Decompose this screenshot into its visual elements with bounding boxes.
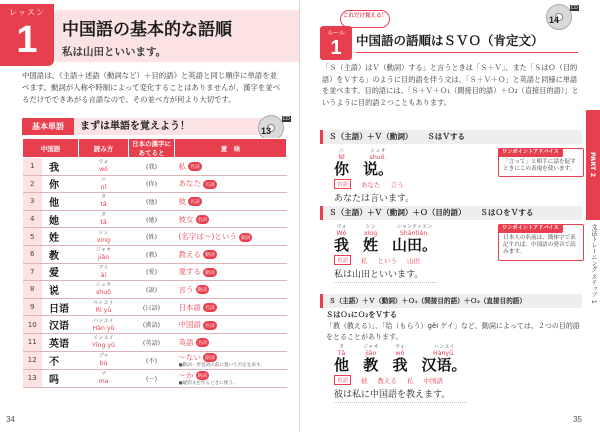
row-pos: 名詞: [188, 162, 202, 171]
literal-tag: 直訳: [334, 255, 351, 265]
row-pos: 名詞: [188, 197, 202, 206]
table-row: [23, 158, 287, 176]
table-row: [23, 281, 287, 299]
rule-intro: 「Ｓ（主語）はＶ（動詞）する」と言うときは「Ｓ＋Ｖ」、また「ＳはＯ（目的語）をＶする」のように目的語を伴う文は、「Ｓ＋Ｖ＋Ｏ」と英語と同様に単語を並べます。目的語には、「Ｓ＋Ｖ＋Ｏ₁（間接目的語）＋Ｏ₂（直接目的語）」というように目的語２つこともあります。: [322, 63, 579, 107]
row-pinyin: ma: [98, 378, 109, 386]
example-1-sentence: [334, 148, 414, 178]
row-jp-kanji: (姓): [129, 228, 175, 246]
row-kana: ルィユイ: [93, 300, 114, 307]
lesson-intro: 中国語は、《主語＋述語（動詞など）＋目的語》と英語と同じ順序に単語を並べます。動詞が人称や時制によって変化することはありませんが、漢字を並べるだけでできあがる言語なので、その並べ方が何より大切です。: [22, 71, 281, 104]
row-reading: [79, 210, 129, 228]
word-kana: ウォ: [336, 224, 347, 230]
table-row: [23, 245, 287, 263]
word-hanzi: 我: [392, 356, 408, 374]
word-hanzi: 姓: [363, 236, 379, 254]
pattern-2-bar: [320, 206, 582, 220]
row-jp-kanji: (英語): [129, 333, 175, 351]
lesson-title-band: [54, 10, 300, 62]
word-pinyin: Shāntián.: [399, 230, 430, 237]
row-number: 9: [23, 298, 43, 316]
row-hanzi: 她: [43, 210, 79, 228]
pattern-2-formula: Ｓ（主語）＋Ｖ（動詞）＋Ｏ（目的語）: [329, 208, 466, 217]
rule-number: 1: [330, 37, 342, 59]
row-hanzi: 我: [43, 158, 79, 176]
row-pos: 動詞: [239, 233, 253, 242]
table-row: [23, 298, 287, 316]
row-kana: シン: [98, 229, 109, 236]
row-pinyin: Yīng yǔ: [92, 342, 115, 350]
row-hanzi: 爱: [43, 263, 79, 281]
example-3-gloss: [334, 375, 467, 385]
cd-number: 13: [261, 126, 272, 136]
row-pinyin: shuō: [96, 289, 111, 297]
row-hanzi: 英语: [43, 333, 79, 351]
row-number: 6: [23, 245, 43, 263]
row-number: 8: [23, 281, 43, 299]
example-2-sentence: [334, 224, 437, 254]
example-word: [334, 224, 349, 254]
row-meaning: [175, 210, 287, 228]
row-reading: [79, 193, 129, 211]
row-meaning-text: 日本語: [178, 302, 201, 312]
gloss-word: 私: [407, 376, 414, 385]
gloss-word: 私: [361, 256, 368, 265]
advice-text: 日本人の名前は、簡体字で表記すれば、中国語の発音で読みます。: [503, 235, 576, 256]
word-kana: シン: [365, 224, 376, 230]
gloss-word: 言う: [390, 180, 404, 189]
word-pinyin: shuō.: [369, 154, 387, 161]
rule-badge: [320, 26, 352, 60]
row-meaning-text: あなた: [178, 179, 201, 189]
table-row: [23, 228, 287, 246]
row-reading: [79, 281, 129, 299]
cd-track-14[interactable]: [546, 4, 578, 30]
lesson-label: レッスン: [9, 8, 45, 17]
row-jp-kanji: (教): [129, 245, 175, 263]
row-reading: [79, 245, 129, 263]
word-kana: ジャオ: [363, 344, 379, 350]
row-meaning-text: 〜ない: [178, 352, 201, 362]
row-kana: ウォ: [98, 159, 109, 166]
gloss-word: 教える: [377, 376, 398, 385]
example-1-translation: あなたは言います。: [334, 191, 414, 207]
row-kana: マ: [100, 371, 107, 378]
pattern-1-meaning: ＳはＶする: [427, 132, 466, 141]
part-side-subtitle: 文法トレーニング ステップ 1: [590, 224, 597, 304]
word-kana: ハンユイ: [433, 344, 455, 350]
example-1: [334, 148, 414, 207]
row-reading: [79, 369, 129, 387]
row-meaning: [175, 245, 287, 263]
word-hanzi: 你: [334, 160, 350, 178]
row-jp-kanji: (不): [129, 351, 175, 369]
row-meaning-text: 彼女: [178, 214, 194, 224]
vocab-table: [22, 138, 287, 388]
row-kana: シュオ: [95, 282, 112, 289]
table-row: [23, 175, 287, 193]
row-meaning-text: 中国語: [178, 320, 201, 330]
cd-icon: [546, 4, 578, 30]
row-reading: [79, 263, 129, 281]
row-pinyin: Rì yǔ: [95, 307, 112, 315]
lesson-badge: [0, 4, 54, 66]
pattern-1-bar: [320, 130, 582, 144]
word-hanzi: 汉语。: [421, 356, 467, 374]
col-meaning: 意 味: [175, 139, 287, 158]
pattern-3-meaning: ＳはＯ₁にＯ₂をＶする: [326, 310, 397, 319]
row-reading: [79, 175, 129, 193]
col-japanese-kanji: 日本の漢字にあてると: [129, 139, 175, 158]
row-jp-kanji: (〜): [129, 369, 175, 387]
row-pos: 動詞: [196, 285, 210, 294]
row-jp-kanji: (她): [129, 210, 175, 228]
rule-title: 中国語の語順はＳＶＯ（肯定文）: [356, 31, 578, 53]
word-hanzi: 山田。: [392, 236, 438, 254]
row-number: 5: [23, 228, 43, 246]
row-pinyin: bù: [99, 360, 108, 368]
example-word: [363, 224, 378, 254]
word-kana: ウォ: [394, 344, 406, 350]
word-kana: ニ: [338, 148, 345, 154]
pattern-3-bar: [320, 294, 582, 308]
row-reading: [79, 298, 129, 316]
table-row: [23, 369, 287, 387]
row-jp-kanji: (説): [129, 281, 175, 299]
row-meaning-text: 愛する: [178, 267, 201, 277]
gloss-word: 彼: [361, 376, 368, 385]
row-meaning: [175, 333, 287, 351]
table-row: [23, 333, 287, 351]
pattern-1-formula: Ｓ（主語）＋Ｖ（動詞）: [329, 132, 413, 141]
word-hanzi: 他: [334, 356, 350, 374]
table-row: [23, 193, 287, 211]
cd-tag: CD: [570, 5, 578, 11]
row-pinyin: nǐ: [100, 183, 107, 191]
row-hanzi: 说: [43, 281, 79, 299]
lesson-subtitle: 私は山田といいます。: [62, 46, 167, 58]
row-pinyin: wǒ: [99, 166, 108, 174]
row-meaning-text: 英語: [178, 337, 194, 347]
right-page: [300, 0, 600, 432]
table-row: [23, 351, 287, 369]
literal-tag: 直訳: [334, 375, 351, 385]
table-row: [23, 316, 287, 334]
pattern-2-meaning: ＳはＯをＶする: [480, 208, 534, 217]
example-word: [363, 148, 393, 178]
row-kana: ジャオ: [95, 247, 112, 254]
row-pos: 動詞: [203, 268, 217, 277]
gloss-word: という: [377, 256, 398, 265]
memo-bubble: これだけ覚える！: [340, 10, 390, 28]
row-meaning-text: 〜か: [178, 370, 194, 380]
row-pinyin: xìng: [96, 236, 111, 244]
row-pos: 名詞: [203, 321, 217, 330]
row-pos: 副詞: [203, 353, 217, 362]
word-pinyin: Wǒ: [336, 230, 347, 237]
row-kana: アイ: [98, 264, 109, 271]
row-reading: [79, 316, 129, 334]
row-meaning-text: (名字は〜)という: [178, 232, 237, 242]
example-word: [334, 148, 349, 178]
row-pos: 名詞: [196, 338, 210, 347]
example-word: [392, 344, 407, 374]
row-kana: タ: [100, 194, 107, 201]
example-word: [422, 344, 467, 374]
row-number: 11: [23, 333, 43, 351]
advice-title: ワンポイントアドバイス: [498, 148, 563, 157]
example-2-gloss: [334, 255, 437, 265]
word-kana: シャンティエン: [396, 224, 433, 230]
row-jp-kanji: (日語): [129, 298, 175, 316]
row-number: 10: [23, 316, 43, 334]
example-word: [334, 344, 349, 374]
pattern-3-text: 「教（教える）」、「给（もらう）gěi ゲイ」など、動詞によっては、２つの目的語をとることがあります。: [326, 322, 580, 341]
vocab-header: [22, 118, 270, 135]
row-meaning-text: 私: [178, 161, 186, 171]
gloss-word: 中国語: [423, 376, 444, 385]
row-kana: ブゥ: [98, 353, 109, 360]
example-3-sentence: [334, 344, 467, 374]
advice-title: ワンポイントアドバイス: [498, 224, 563, 233]
row-meaning: [175, 193, 287, 211]
row-jp-kanji: (你): [129, 175, 175, 193]
row-number: 7: [23, 263, 43, 281]
col-chinese: 中国語: [23, 139, 79, 158]
word-pinyin: jiāo: [365, 350, 377, 357]
row-hanzi: 教: [43, 245, 79, 263]
row-kana: ニ: [100, 176, 107, 183]
row-pos: 助詞: [196, 371, 210, 380]
word-pinyin: Nǐ: [338, 154, 345, 161]
row-meaning: [175, 158, 287, 176]
row-number: 4: [23, 210, 43, 228]
rule-label: ルール: [327, 30, 345, 37]
example-2: [334, 224, 437, 283]
gloss-word: 山田: [407, 256, 421, 265]
col-reading: 読み方: [79, 139, 129, 158]
row-number: 1: [23, 158, 43, 176]
word-pinyin: wǒ: [395, 350, 405, 357]
cd-tag: CD: [282, 116, 290, 122]
lesson-number: 1: [16, 19, 38, 61]
row-meaning: [175, 175, 287, 193]
word-hanzi: 说。: [363, 160, 394, 178]
row-kana: ハンユイ: [93, 317, 114, 324]
literal-tag: 直訳: [334, 179, 351, 189]
row-number: 3: [23, 193, 43, 211]
row-hanzi: 汉语: [43, 316, 79, 334]
row-hanzi: 吗: [43, 369, 79, 387]
word-pinyin: Tā: [337, 350, 346, 357]
example-word: [363, 344, 378, 374]
row-reading: [79, 228, 129, 246]
example-3: [334, 344, 467, 403]
cd-number: 14: [549, 15, 560, 25]
row-meaning: [175, 228, 287, 246]
row-meaning-text: 教える: [178, 249, 201, 259]
row-hanzi: 你: [43, 175, 79, 193]
gloss-word: あなた: [361, 180, 381, 189]
vocab-title: まずは単語を覚えよう！: [80, 121, 190, 132]
lesson-title: 中国語の基本的な語順: [62, 20, 232, 40]
row-pinyin: ài: [100, 271, 107, 279]
example-3-translation: 彼は私に中国語を教えます。: [334, 387, 467, 403]
advice-box-1: [498, 148, 584, 177]
word-hanzi: 我: [334, 236, 350, 254]
row-kana: インユイ: [93, 335, 114, 342]
row-pos: 名詞: [203, 180, 217, 189]
row-pos: 名詞: [196, 215, 210, 224]
vocab-tag: 基本単語: [22, 118, 74, 135]
row-jp-kanji: (愛): [129, 263, 175, 281]
row-hanzi: 不: [43, 351, 79, 369]
row-pinyin: tā: [100, 219, 107, 227]
row-pos: 名詞: [203, 303, 217, 312]
row-note: ●動詞・形容詞の前に置いて否定を表す。: [178, 362, 265, 368]
word-hanzi: 教: [363, 356, 379, 374]
part-side-tab[interactable]: PART 2: [586, 110, 600, 220]
row-pinyin: tā: [100, 201, 107, 209]
word-pinyin: xìng: [363, 230, 378, 237]
example-word: [392, 224, 437, 254]
row-meaning: [175, 281, 287, 299]
row-meaning: [175, 298, 287, 316]
row-pinyin: jiāo: [97, 254, 109, 262]
row-meaning: [175, 369, 287, 387]
row-note: ●疑問文を作るときに使う。: [178, 380, 238, 386]
example-2-translation: 私は山田といいます。: [334, 267, 437, 283]
word-kana: タ: [338, 344, 345, 350]
advice-text: 「言って」と相手に話を促すときにこの表現を使います。: [503, 159, 576, 173]
row-pinyin: Hàn yǔ: [92, 324, 115, 332]
row-hanzi: 他: [43, 193, 79, 211]
row-jp-kanji: (他): [129, 193, 175, 211]
table-row: [23, 210, 287, 228]
row-jp-kanji: (我): [129, 158, 175, 176]
table-row: [23, 263, 287, 281]
row-number: 2: [23, 175, 43, 193]
row-meaning: [175, 263, 287, 281]
row-meaning-text: 言う: [178, 284, 194, 294]
row-reading: [79, 333, 129, 351]
row-kana: タ: [100, 212, 107, 219]
row-number: 13: [23, 369, 43, 387]
row-meaning-text: 彼: [178, 196, 186, 206]
row-number: 12: [23, 351, 43, 369]
row-pos: 動詞: [203, 250, 217, 259]
row-meaning: [175, 351, 287, 369]
row-hanzi: 姓: [43, 228, 79, 246]
row-jp-kanji: (漢語): [129, 316, 175, 334]
vocab-header-row: [23, 139, 287, 158]
row-hanzi: 日语: [43, 298, 79, 316]
page-number-left: 34: [6, 415, 15, 424]
word-pinyin: Hànyǔ.: [433, 350, 455, 357]
advice-box-2: [498, 224, 584, 261]
row-meaning: [175, 316, 287, 334]
pattern-3-formula: Ｓ（主語）＋Ｖ（動詞）＋Ｏ₁（間接目的語）＋Ｏ₂（直接目的語）: [329, 297, 526, 305]
page-number-right: 35: [573, 415, 582, 424]
row-reading: [79, 158, 129, 176]
word-kana: シュオ: [370, 148, 386, 154]
example-1-gloss: [334, 179, 414, 189]
row-reading: [79, 351, 129, 369]
